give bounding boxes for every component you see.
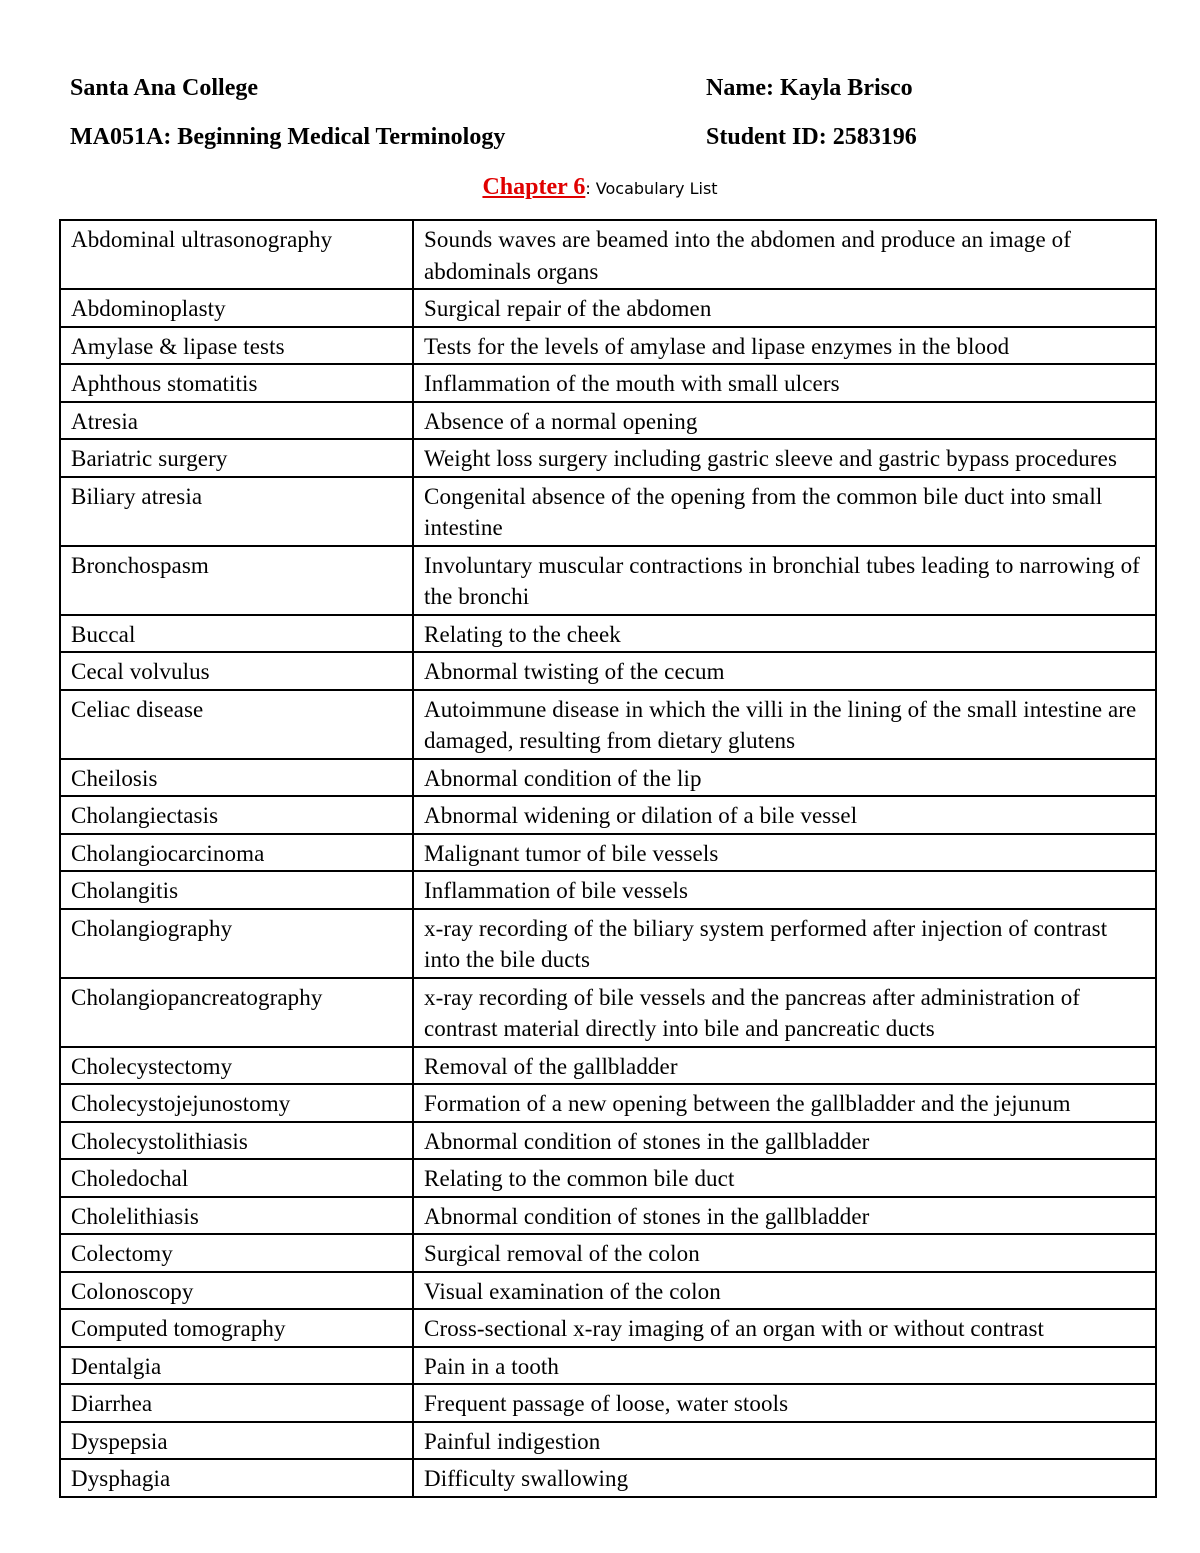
term-cell: Colonoscopy	[60, 1272, 413, 1310]
table-row	[60, 978, 1156, 1047]
vocabulary-table-body	[60, 220, 1156, 1497]
table-row	[60, 1272, 1156, 1310]
table-row	[60, 402, 1156, 440]
table-row	[60, 871, 1156, 909]
term-cell: Colectomy	[60, 1234, 413, 1272]
definition-cell: Tests for the levels of amylase and lipase enzymes in the blood	[413, 327, 1156, 365]
definition-cell: Relating to the cheek	[413, 615, 1156, 653]
table-row	[60, 652, 1156, 690]
term-cell: Dysphagia	[60, 1459, 413, 1497]
table-row	[60, 1159, 1156, 1197]
definition-cell: Sounds waves are beamed into the abdomen and produce an image of abdominals organs	[413, 220, 1156, 289]
definition-cell: Weight loss surgery including gastric sleeve and gastric bypass procedures	[413, 439, 1156, 477]
term-cell: Cholangiocarcinoma	[60, 834, 413, 872]
table-row	[60, 615, 1156, 653]
term-cell: Abdominoplasty	[60, 289, 413, 327]
definition-cell: Involuntary muscular contractions in bronchial tubes leading to narrowing of the bronchi	[413, 546, 1156, 615]
term-cell: Dyspepsia	[60, 1422, 413, 1460]
term-cell: Cholecystectomy	[60, 1047, 413, 1085]
table-row	[60, 796, 1156, 834]
table-row	[60, 1122, 1156, 1160]
table-row	[60, 1234, 1156, 1272]
term-cell: Choledochal	[60, 1159, 413, 1197]
term-cell: Cholangiopancreatography	[60, 978, 413, 1047]
definition-cell: Abnormal twisting of the cecum	[413, 652, 1156, 690]
definition-cell: Inflammation of bile vessels	[413, 871, 1156, 909]
term-cell: Cholangiectasis	[60, 796, 413, 834]
table-row	[60, 439, 1156, 477]
term-cell: Cholecystolithiasis	[60, 1122, 413, 1160]
table-row	[60, 1422, 1156, 1460]
table-row	[60, 477, 1156, 546]
definition-cell: Congenital absence of the opening from the common bile duct into small intestine	[413, 477, 1156, 546]
student-id: Student ID: 2583196	[706, 124, 917, 150]
term-cell: Atresia	[60, 402, 413, 440]
definition-cell: Abnormal condition of stones in the gallbladder	[413, 1122, 1156, 1160]
term-cell: Cecal volvulus	[60, 652, 413, 690]
definition-cell: Pain in a tooth	[413, 1347, 1156, 1385]
table-row	[60, 289, 1156, 327]
definition-cell: Cross-sectional x-ray imaging of an organ with or without contrast	[413, 1309, 1156, 1347]
term-cell: Cholangiography	[60, 909, 413, 978]
chapter-heading: Chapter 6	[482, 174, 586, 200]
term-cell: Dentalgia	[60, 1347, 413, 1385]
term-cell: Computed tomography	[60, 1309, 413, 1347]
term-cell: Abdominal ultrasonography	[60, 220, 413, 289]
table-row	[60, 364, 1156, 402]
chapter-subtitle: : Vocabulary List	[585, 179, 718, 198]
table-row	[60, 1197, 1156, 1235]
definition-cell: Difficulty swallowing	[413, 1459, 1156, 1497]
term-cell: Cholelithiasis	[60, 1197, 413, 1235]
course-title: MA051A: Beginning Medical Terminology	[70, 124, 506, 150]
definition-cell: Formation of a new opening between the gallbladder and the jejunum	[413, 1084, 1156, 1122]
table-row	[60, 909, 1156, 978]
definition-cell: Inflammation of the mouth with small ulcers	[413, 364, 1156, 402]
definition-cell: Autoimmune disease in which the villi in the lining of the small intestine are damaged, resulting from dietary glutens	[413, 690, 1156, 759]
table-row	[60, 759, 1156, 797]
table-row	[60, 834, 1156, 872]
definition-cell: Visual examination of the colon	[413, 1272, 1156, 1310]
term-cell: Aphthous stomatitis	[60, 364, 413, 402]
table-row	[60, 690, 1156, 759]
definition-cell: Malignant tumor of bile vessels	[413, 834, 1156, 872]
term-cell: Buccal	[60, 615, 413, 653]
term-cell: Bariatric surgery	[60, 439, 413, 477]
school-name: Santa Ana College	[70, 75, 259, 101]
term-cell: Cholangitis	[60, 871, 413, 909]
definition-cell: Absence of a normal opening	[413, 402, 1156, 440]
student-name: Name: Kayla Brisco	[706, 75, 913, 101]
term-cell: Cheilosis	[60, 759, 413, 797]
vocabulary-table	[59, 219, 1157, 1498]
definition-cell: Painful indigestion	[413, 1422, 1156, 1460]
table-row	[60, 1459, 1156, 1497]
term-cell: Bronchospasm	[60, 546, 413, 615]
term-cell: Cholecystojejunostomy	[60, 1084, 413, 1122]
term-cell: Celiac disease	[60, 690, 413, 759]
definition-cell: x-ray recording of the biliary system performed after injection of contrast into the bile ducts	[413, 909, 1156, 978]
definition-cell: Relating to the common bile duct	[413, 1159, 1156, 1197]
table-row	[60, 220, 1156, 289]
term-cell: Amylase & lipase tests	[60, 327, 413, 365]
definition-cell: Abnormal widening or dilation of a bile vessel	[413, 796, 1156, 834]
table-row	[60, 546, 1156, 615]
table-row	[60, 327, 1156, 365]
definition-cell: Surgical repair of the abdomen	[413, 289, 1156, 327]
definition-cell: x-ray recording of bile vessels and the pancreas after administration of contrast material directly into bile and pancreatic ducts	[413, 978, 1156, 1047]
page-title	[0, 171, 1200, 206]
term-cell: Diarrhea	[60, 1384, 413, 1422]
table-row	[60, 1084, 1156, 1122]
table-row	[60, 1347, 1156, 1385]
table-row	[60, 1384, 1156, 1422]
definition-cell: Surgical removal of the colon	[413, 1234, 1156, 1272]
definition-cell: Frequent passage of loose, water stools	[413, 1384, 1156, 1422]
definition-cell: Abnormal condition of the lip	[413, 759, 1156, 797]
definition-cell: Abnormal condition of stones in the gallbladder	[413, 1197, 1156, 1235]
definition-cell: Removal of the gallbladder	[413, 1047, 1156, 1085]
term-cell: Biliary atresia	[60, 477, 413, 546]
table-row	[60, 1047, 1156, 1085]
table-row	[60, 1309, 1156, 1347]
